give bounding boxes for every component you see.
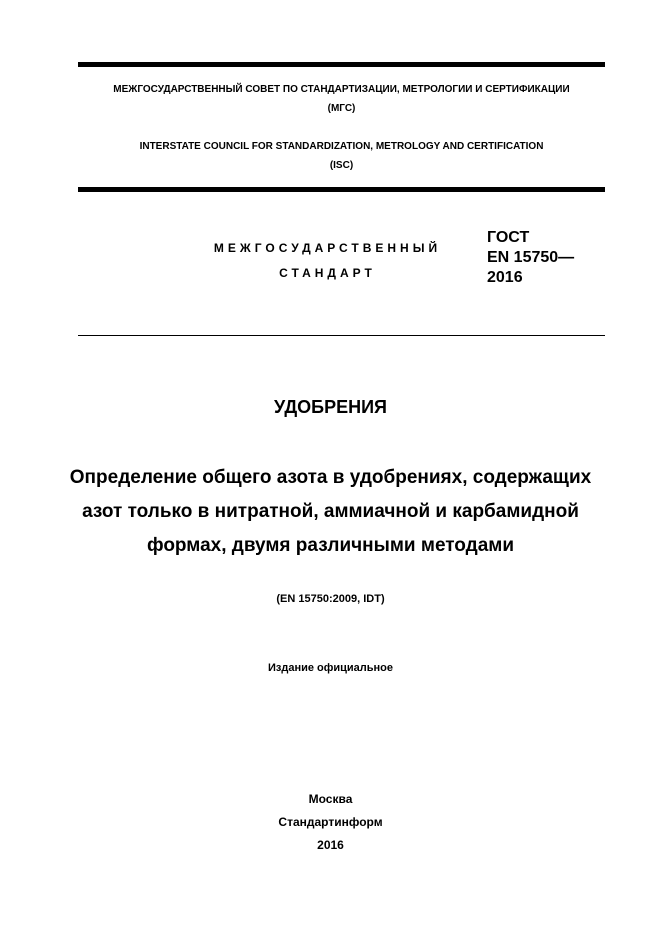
- council-ru-abbr: (МГС): [327, 103, 356, 114]
- council-ru-name: МЕЖГОСУДАРСТВЕННЫЙ СОВЕТ ПО СТАНДАРТИЗАЦИИ, МЕТРОЛОГИИ И СЕРТИФИКАЦИИ: [113, 84, 570, 95]
- subtitle-line-1: Определение общего азота в удобрениях, содержащих: [69, 467, 592, 488]
- gost-year: 2016: [487, 269, 523, 286]
- edition-label: Издание официальное: [267, 662, 394, 674]
- publication-city: Москва: [308, 792, 353, 806]
- standard-type-line1: МЕЖГОСУДАРСТВЕННЫЙ: [213, 241, 442, 255]
- council-en: [78, 137, 605, 175]
- council-en-abbr: (ISC): [329, 160, 354, 171]
- standard-type-line2: СТАНДАРТ: [279, 266, 376, 280]
- en-reference: (EN 15750:2009, IDT): [276, 593, 385, 605]
- thin-rule: [78, 335, 605, 336]
- subtitle-line-2: азот только в нитратной, аммиачной и карбамидной: [82, 501, 579, 522]
- gost-number: EN 15750—: [487, 249, 575, 266]
- second-thick-rule: [78, 187, 605, 192]
- subtitle-line-3: формах, двумя различными методами: [146, 535, 515, 556]
- council-ru: [78, 80, 605, 118]
- top-thick-rule: [78, 62, 605, 67]
- gost-designation: [487, 228, 574, 288]
- publisher-name: Стандартинформ: [278, 815, 383, 829]
- publication-year: 2016: [317, 838, 344, 852]
- document-subtitle: [40, 461, 621, 563]
- gost-label: ГОСТ: [487, 229, 530, 246]
- document-title: УДОБРЕНИЯ: [274, 397, 387, 417]
- council-en-name: INTERSTATE COUNCIL FOR STANDARDIZATION, METROLOGY AND CERTIFICATION: [139, 141, 544, 152]
